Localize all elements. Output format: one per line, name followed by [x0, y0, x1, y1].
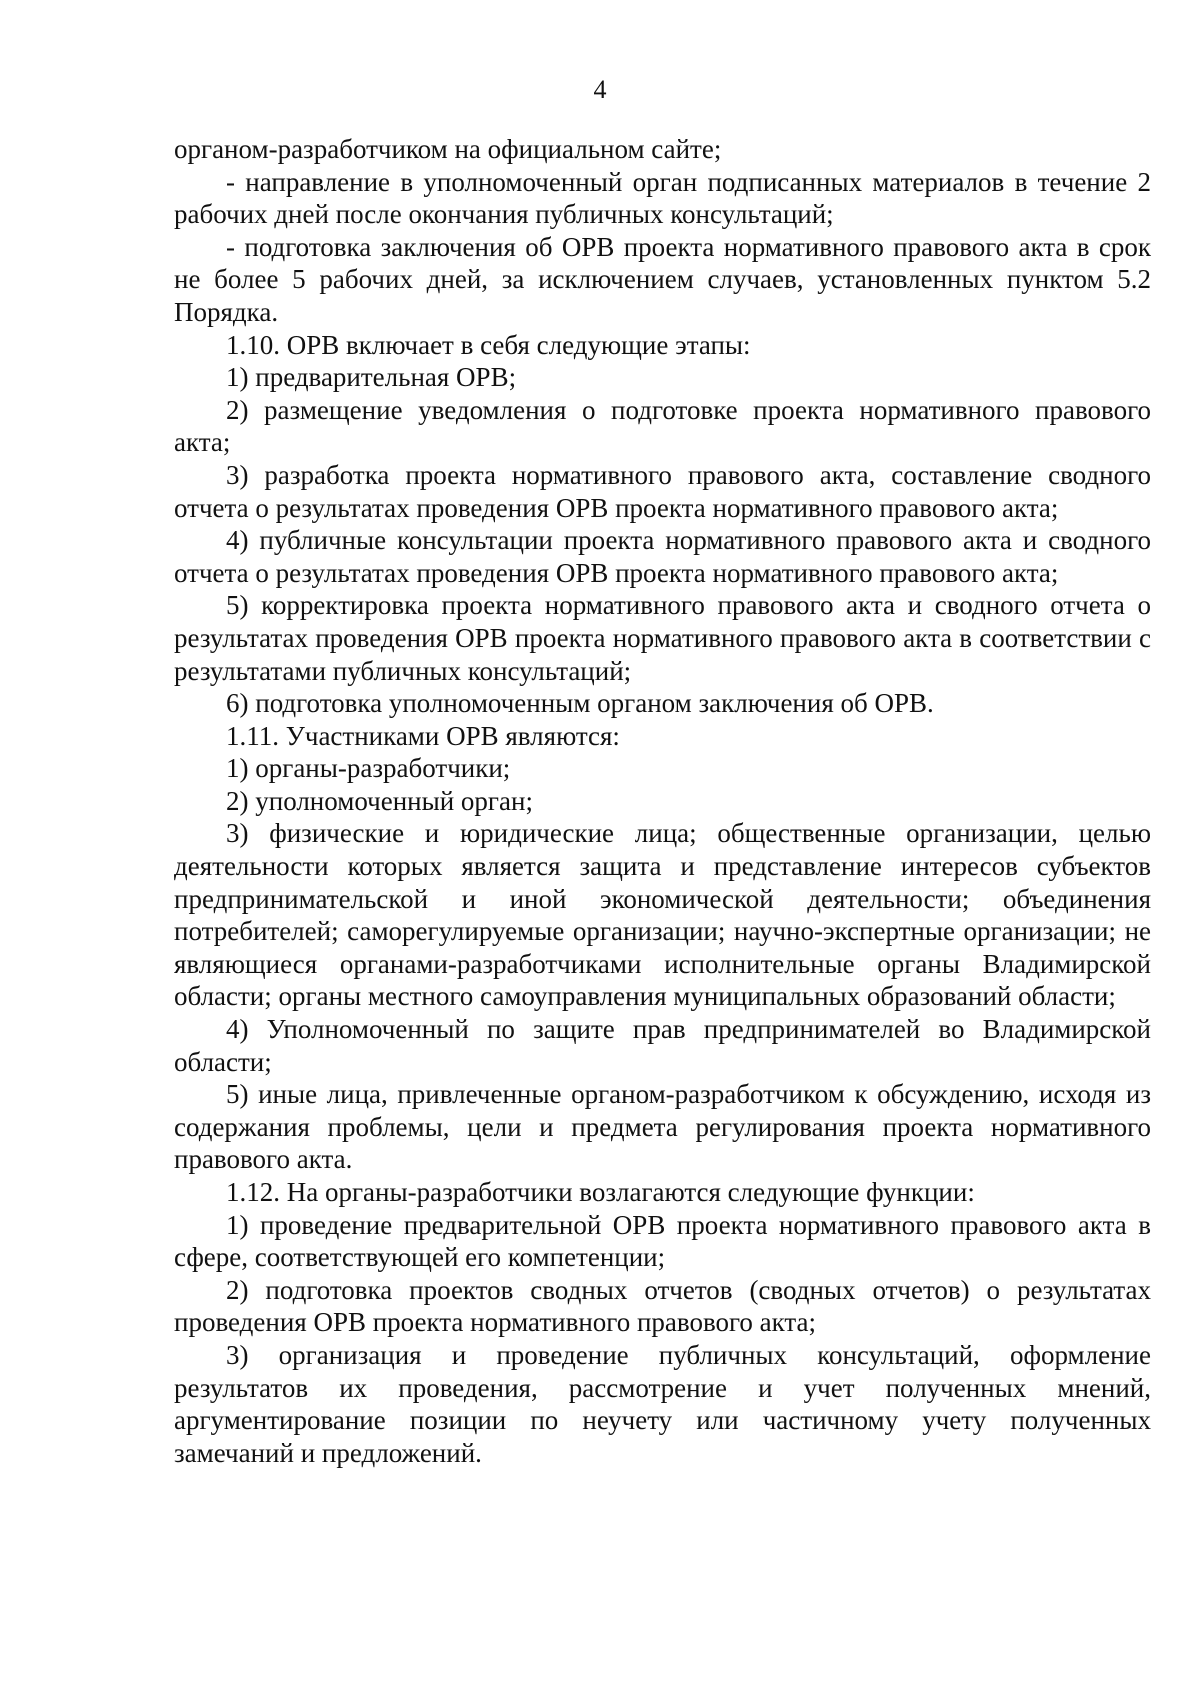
list-item: 3) организация и проведение публичных консультаций, оформление результатов их проведения, рассмотрение и учет полученных мнений, аргументирование позиции по неучету или частичному учету полученных замечаний и предложений.	[174, 1339, 1151, 1468]
list-item: 2) подготовка проектов сводных отчетов (сводных отчетов) о результатах проведения ОРВ проекта нормативного правового акта;	[174, 1274, 1151, 1338]
list-item: 2) уполномоченный орган;	[226, 785, 533, 816]
list-item: 1) органы-разработчики;	[226, 753, 511, 784]
list-item: 3) разработка проекта нормативного правового акта, составление сводного отчета о результатах проведения ОРВ проекта нормативного правового акта;	[174, 459, 1151, 523]
list-item: 6) подготовка уполномоченным органом заключения об ОРВ.	[226, 688, 934, 719]
section-heading: 1.12. На органы-разработчики возлагаются следующие функции:	[226, 1177, 975, 1207]
paragraph: органом-разработчиком на официальном сайте;	[174, 134, 722, 164]
list-item: 1) проведение предварительной ОРВ проекта нормативного правового акта в сфере, соответствующей его компетенции;	[174, 1209, 1151, 1273]
document-body	[174, 133, 1151, 1469]
list-item: 2) размещение уведомления о подготовке проекта нормативного правового акта;	[174, 394, 1151, 458]
list-item: 1) предварительная ОРВ;	[226, 362, 517, 393]
section-heading: 1.11. Участниками ОРВ являются:	[226, 720, 620, 751]
list-item: 5) иные лица, привлеченные органом-разработчиком к обсуждению, исходя из содержания проблемы, цели и предмета регулирования проекта нормативного правового акта.	[174, 1079, 1151, 1175]
paragraph: - направление в уполномоченный орган подписанных материалов в течение 2 рабочих дней после окончания публичных консультаций;	[174, 166, 1151, 230]
list-item: 4) публичные консультации проекта нормативного правового акта и сводного отчета о результатах проведения ОРВ проекта нормативного правового акта;	[174, 525, 1151, 588]
page-number: 4	[593, 75, 607, 104]
section-heading: 1.10. ОРВ включает в себя следующие этапы:	[226, 329, 751, 360]
list-item: 3) физические и юридические лица; общественные организации, целью деятельности которых является защита и представление интересов субъектов предпринимательской и иной экономической деятельности; объединения потребителей; саморегулируемые организации; научно-экспертные организации; не являющиеся органами-разработчиками исполнительные органы Владимирской области; органы местного самоуправления муниципальных образований области;	[174, 818, 1151, 1012]
paragraph: - подготовка заключения об ОРВ проекта нормативного правового акта в срок не более 5 рабочих дней, за исключением случаев, установленных пунктом 5.2 Порядка.	[174, 231, 1151, 327]
list-item: 4) Уполномоченный по защите прав предпринимателей во Владимирской области;	[174, 1014, 1151, 1077]
list-item: 5) корректировка проекта нормативного правового акта и сводного отчета о результатах проведения ОРВ проекта нормативного правового акта в соответствии с результатами публичных консультаций;	[174, 590, 1151, 686]
